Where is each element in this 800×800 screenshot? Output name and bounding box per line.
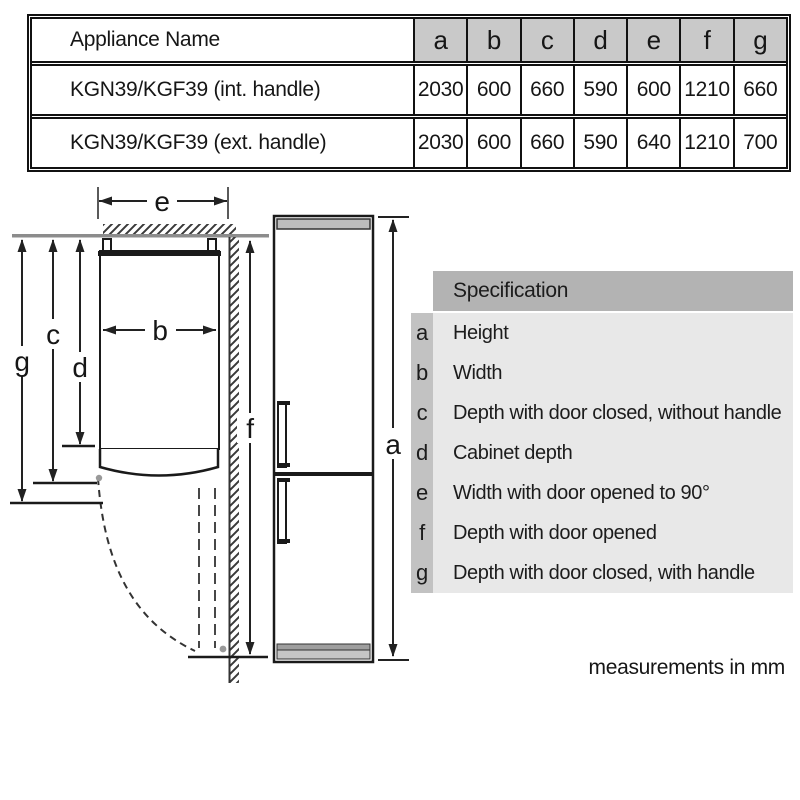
specification-header: Specification xyxy=(433,271,793,311)
door-swing-arc xyxy=(98,478,195,651)
top-view xyxy=(10,224,269,683)
lower-door-handle xyxy=(278,480,286,543)
lower-handle-cap-top xyxy=(277,478,290,482)
wall-hatch-top xyxy=(103,224,236,235)
front-view xyxy=(274,216,373,662)
column-header-g: g xyxy=(733,19,786,61)
wall-line-top xyxy=(12,234,269,238)
column-header-a: a xyxy=(413,19,466,61)
dimension-diagram xyxy=(0,180,420,700)
wall-spacer-left xyxy=(103,239,111,251)
measurements-note: measurements in mm xyxy=(588,656,785,679)
cabinet-top-view xyxy=(100,251,219,449)
dim-label-a: a xyxy=(385,429,401,460)
fridge-plinth xyxy=(277,650,370,659)
spec-key-e: e xyxy=(411,473,433,513)
spec-row-b xyxy=(411,353,793,393)
spec-key-c: c xyxy=(411,393,433,433)
lower-handle-cap-bottom xyxy=(277,539,290,543)
table-header-row xyxy=(32,19,786,66)
spec-row-f xyxy=(411,513,793,553)
spec-row-e xyxy=(411,473,793,513)
wall-spacer-right xyxy=(208,239,216,251)
spec-key-a: a xyxy=(411,313,433,353)
dim-label-b: b xyxy=(152,315,168,346)
value-d: 590 xyxy=(573,66,626,114)
column-header-e: e xyxy=(626,19,679,61)
door-pivot-dot xyxy=(96,475,102,481)
spec-label-c: Depth with door closed, without handle xyxy=(433,393,793,433)
appliance-name-header: Appliance Name xyxy=(70,28,220,51)
value-f: 1210 xyxy=(679,119,732,167)
spec-row-g xyxy=(411,553,793,593)
specification-rows xyxy=(411,313,793,593)
spec-label-f: Depth with door opened xyxy=(433,513,793,553)
specification-panel xyxy=(411,271,793,593)
dimensions-table xyxy=(27,14,791,172)
spec-label-g: Depth with door closed, with handle xyxy=(433,553,793,593)
upper-door-handle xyxy=(278,403,286,467)
value-g: 700 xyxy=(733,119,786,167)
fridge-plinth-upper xyxy=(277,644,370,650)
appliance-name-cell: KGN39/KGF39 (ext. handle) xyxy=(70,131,327,154)
dim-label-f: f xyxy=(246,413,254,444)
value-b: 600 xyxy=(466,119,519,167)
spec-key-g: g xyxy=(411,553,433,593)
value-f: 1210 xyxy=(679,66,732,114)
dim-label-e: e xyxy=(154,186,170,217)
fridge-top-trim xyxy=(277,219,370,229)
value-e: 640 xyxy=(626,119,679,167)
column-header-d: d xyxy=(573,19,626,61)
dim-a xyxy=(378,217,409,660)
door-stop-dot xyxy=(220,646,227,653)
spec-label-d: Cabinet depth xyxy=(433,433,793,473)
spec-key-b: b xyxy=(411,353,433,393)
value-d: 590 xyxy=(573,119,626,167)
dim-label-d: d xyxy=(72,352,88,383)
dim-f xyxy=(237,240,263,655)
dim-d xyxy=(67,239,93,445)
dim-g xyxy=(9,239,35,502)
value-a: 2030 xyxy=(413,66,466,114)
fridge-front-body xyxy=(274,216,373,662)
column-header-b: b xyxy=(466,19,519,61)
value-e: 600 xyxy=(626,66,679,114)
value-g: 660 xyxy=(733,66,786,114)
spec-row-d xyxy=(411,433,793,473)
dim-label-c: c xyxy=(46,319,60,350)
appliance-name-cell: KGN39/KGF39 (int. handle) xyxy=(70,78,321,101)
column-header-c: c xyxy=(520,19,573,61)
spec-label-e: Width with door opened to 90° xyxy=(433,473,793,513)
spec-row-c xyxy=(411,393,793,433)
column-header-f: f xyxy=(679,19,732,61)
dim-label-g: g xyxy=(14,346,30,377)
door-closed-top-view xyxy=(100,449,218,476)
value-b: 600 xyxy=(466,66,519,114)
table-row-0 xyxy=(32,66,786,119)
spec-row-a xyxy=(411,313,793,353)
spec-key-f: f xyxy=(411,513,433,553)
upper-handle-cap-bottom xyxy=(277,463,290,467)
value-c: 660 xyxy=(520,66,573,114)
value-a: 2030 xyxy=(413,119,466,167)
value-c: 660 xyxy=(520,119,573,167)
dim-e xyxy=(98,186,228,219)
spec-label-a: Height xyxy=(433,313,793,353)
upper-handle-cap-top xyxy=(277,401,290,405)
table-row-1 xyxy=(32,119,786,167)
spec-label-b: Width xyxy=(433,353,793,393)
spec-key-d: d xyxy=(411,433,433,473)
